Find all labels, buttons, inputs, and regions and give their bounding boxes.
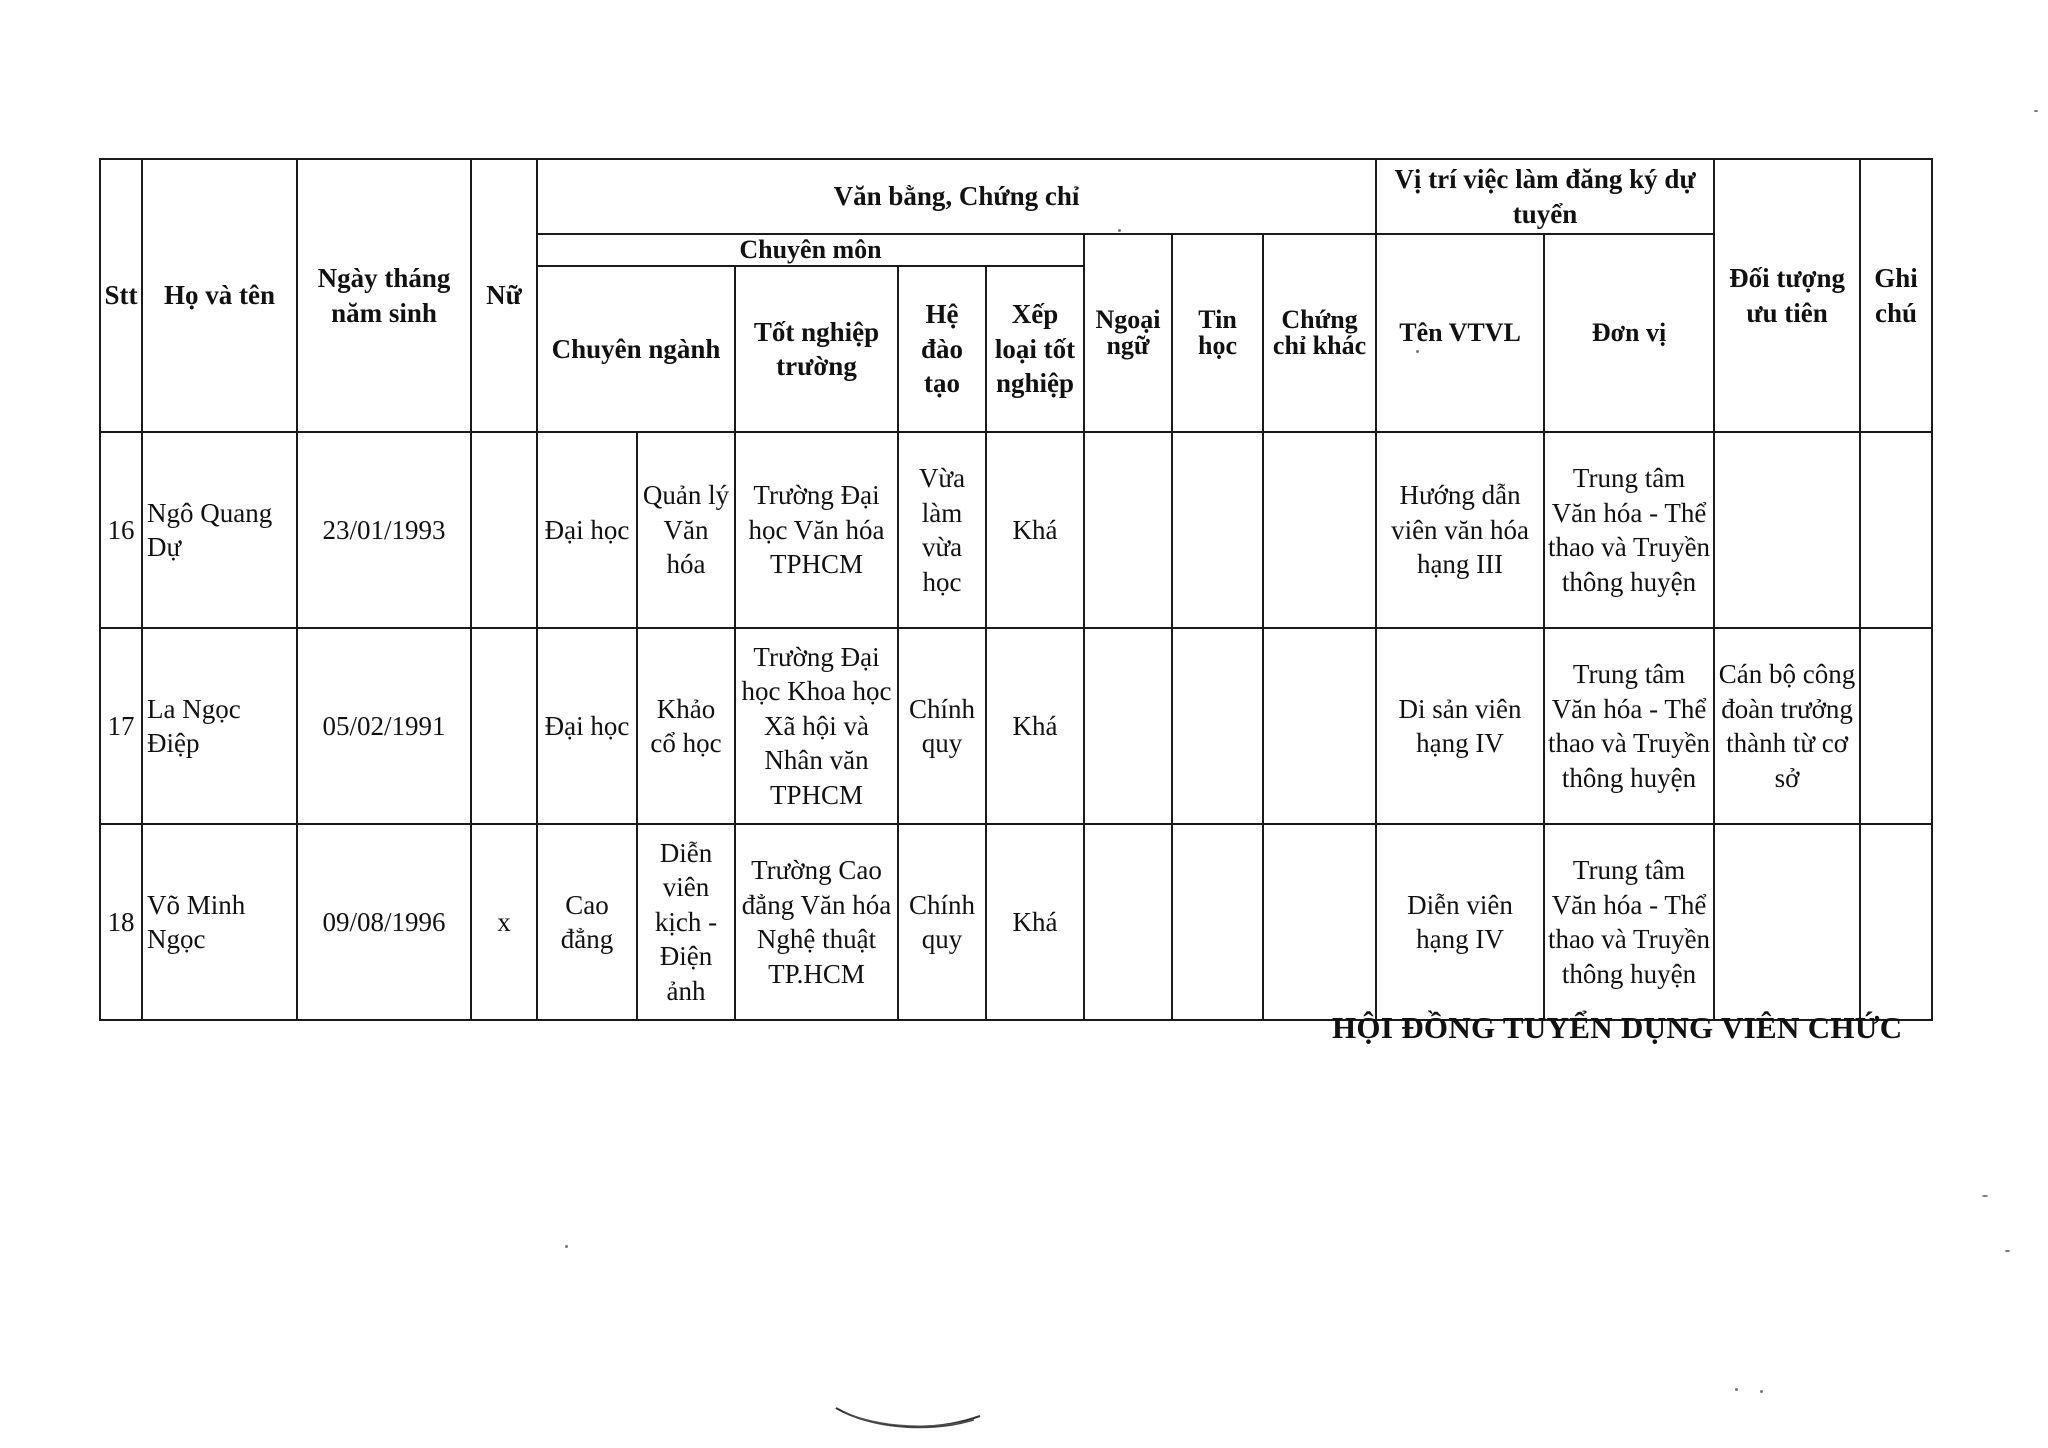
cell-note [1860, 432, 1932, 628]
cell-other-cert [1263, 824, 1376, 1020]
header-dob: Ngày tháng năm sinh [297, 159, 471, 432]
cell-level: Đại học [537, 628, 637, 824]
header-qualifications: Văn bằng, Chứng chỉ [537, 159, 1376, 234]
header-training-mode: Hệ đào tạo [898, 266, 986, 432]
header-position-group: Vị trí việc làm đăng ký dự tuyển [1376, 159, 1714, 234]
cell-training-mode: Chính quy [898, 628, 986, 824]
cell-stt: 16 [100, 432, 142, 628]
council-title: HỘI ĐỒNG TUYỂN DỤNG VIÊN CHỨC [1332, 1010, 1903, 1045]
cell-priority [1714, 432, 1860, 628]
header-informatics: Tin học [1172, 234, 1263, 432]
cell-priority [1714, 824, 1860, 1020]
signature-flourish [830, 1400, 990, 1440]
cell-position-name: Di sản viên hạng IV [1376, 628, 1544, 824]
header-note: Ghi chú [1860, 159, 1932, 432]
cell-dob: 23/01/1993 [297, 432, 471, 628]
header-specialty: Chuyên môn [537, 234, 1084, 266]
cell-unit: Trung tâm Văn hóa - Thể thao và Truyền thông huyện [1544, 628, 1714, 824]
cell-informatics [1172, 432, 1263, 628]
header-name: Họ và tên [142, 159, 297, 432]
table-row [100, 824, 1932, 1020]
cell-major: Khảo cổ học [637, 628, 735, 824]
scan-speck [2005, 1250, 2010, 1252]
cell-stt: 18 [100, 824, 142, 1020]
header-school: Tốt nghiệp trường [735, 266, 898, 432]
cell-priority: Cán bộ công đoàn trưởng thành từ cơ sở [1714, 628, 1860, 824]
cell-grade: Khá [986, 628, 1084, 824]
cell-foreign-language [1084, 824, 1172, 1020]
header-foreign-language: Ngoại ngữ [1084, 234, 1172, 432]
header-major: Chuyên ngành [537, 266, 735, 432]
cell-name: Võ Minh Ngọc [142, 824, 297, 1020]
cell-training-mode: Vừa làm vừa học [898, 432, 986, 628]
cell-other-cert [1263, 432, 1376, 628]
scan-speck [1416, 350, 1419, 353]
cell-grade: Khá [986, 824, 1084, 1020]
header-position-name: Tên VTVL [1376, 234, 1544, 432]
cell-unit: Trung tâm Văn hóa - Thể thao và Truyền thông huyện [1544, 432, 1714, 628]
scan-speck [565, 1245, 568, 1248]
header-female: Nữ [471, 159, 537, 432]
cell-dob: 09/08/1996 [297, 824, 471, 1020]
cell-female [471, 432, 537, 628]
cell-level: Cao đẳng [537, 824, 637, 1020]
cell-grade: Khá [986, 432, 1084, 628]
cell-stt: 17 [100, 628, 142, 824]
header-stt: Stt [100, 159, 142, 432]
scan-speck [1760, 1390, 1763, 1393]
cell-informatics [1172, 824, 1263, 1020]
scan-speck [2034, 110, 2038, 112]
cell-other-cert [1263, 628, 1376, 824]
cell-training-mode: Chính quy [898, 824, 986, 1020]
header-other-cert: Chứng chỉ khác [1263, 234, 1376, 432]
cell-major: Diễn viên kịch - Điện ảnh [637, 824, 735, 1020]
cell-school: Trường Đại học Khoa học Xã hội và Nhân văn TPHCM [735, 628, 898, 824]
cell-informatics [1172, 628, 1263, 824]
table-row [100, 628, 1932, 824]
cell-position-name: Hướng dẫn viên văn hóa hạng III [1376, 432, 1544, 628]
header-unit: Đơn vị [1544, 234, 1714, 432]
cell-foreign-language [1084, 432, 1172, 628]
cell-female: x [471, 824, 537, 1020]
cell-note [1860, 824, 1932, 1020]
cell-foreign-language [1084, 628, 1172, 824]
cell-name: Ngô Quang Dự [142, 432, 297, 628]
cell-name: La Ngọc Điệp [142, 628, 297, 824]
scan-speck [1735, 1388, 1738, 1391]
cell-major: Quản lý Văn hóa [637, 432, 735, 628]
header-priority: Đối tượng ưu tiên [1714, 159, 1860, 432]
cell-school: Trường Đại học Văn hóa TPHCM [735, 432, 898, 628]
cell-note [1860, 628, 1932, 824]
scan-speck [1982, 1195, 1988, 1197]
candidate-table [99, 158, 1933, 1021]
cell-position-name: Diễn viên hạng IV [1376, 824, 1544, 1020]
cell-level: Đại học [537, 432, 637, 628]
table-row [100, 432, 1932, 628]
header-grade: Xếp loại tốt nghiệp [986, 266, 1084, 432]
cell-unit: Trung tâm Văn hóa - Thể thao và Truyền thông huyện [1544, 824, 1714, 1020]
cell-school: Trường Cao đẳng Văn hóa Nghệ thuật TP.HCM [735, 824, 898, 1020]
scan-speck [1118, 229, 1121, 232]
cell-dob: 05/02/1991 [297, 628, 471, 824]
cell-female [471, 628, 537, 824]
